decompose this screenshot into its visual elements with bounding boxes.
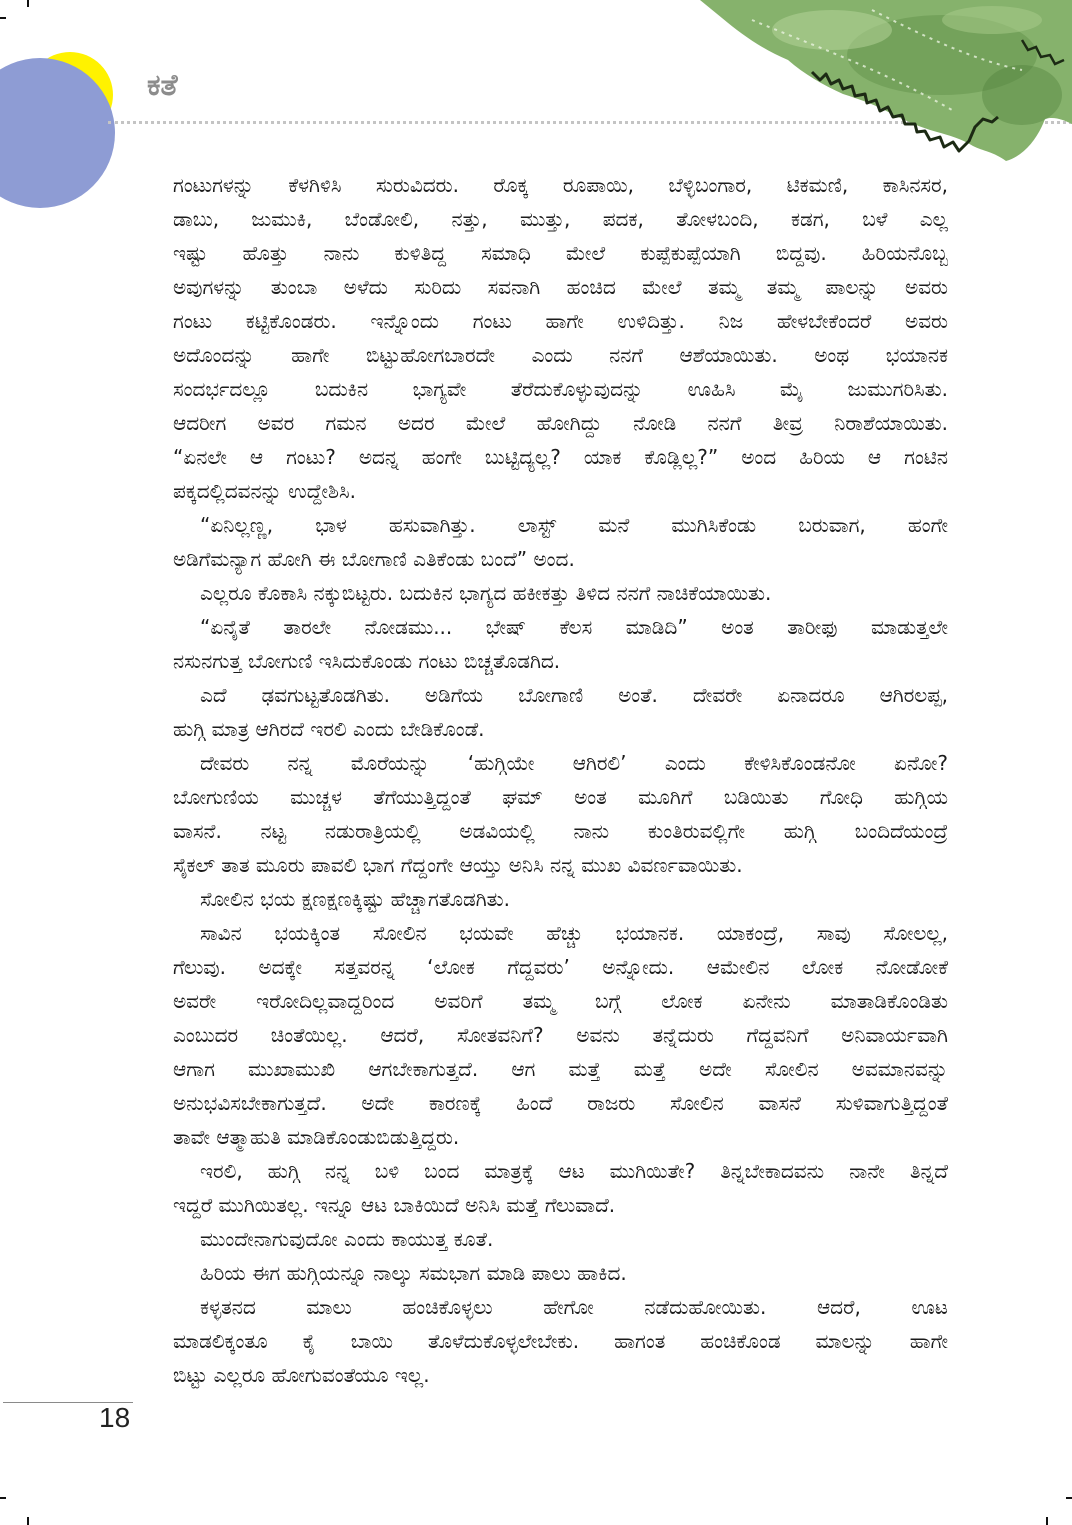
text-line: ಆದರೀಗ ಅವರ ಗಮನ ಅದರ ಮೇಲೆ ಹೋಗಿದ್ದು ನೋಡಿ ನನಗೆ ತೀವ್ರ ನಿರಾಶೆಯಾಯಿತು. xyxy=(173,411,948,435)
text-line: ವಾಸನೆ. ನಟ್ಟ ನಡುರಾತ್ರಿಯಲ್ಲಿ ಅಡವಿಯಲ್ಲಿ ನಾನು ಕುಂತಿರುವಲ್ಲಿಗೇ ಹುಗ್ಗಿ ಬಂದಿದೆಯಂದ್ರೆ xyxy=(173,819,948,843)
text-line: ಬಿಟ್ಟು ಎಲ್ಲರೂ ಹೋಗುವಂತೆಯೂ ಇಲ್ಲ. xyxy=(173,1363,430,1387)
text-line: ಹುಗ್ಗಿ ಮಾತ್ರ ಆಗಿರದೆ ಇರಲಿ ಎಂದು ಬೇಡಿಕೊಂಡೆ. xyxy=(173,717,485,741)
leaf-shade xyxy=(982,65,1062,125)
text-line: ಇದ್ದರೆ ಮುಗಿಯಿತಲ್ಲ. ಇನ್ನೂ ಆಟ ಬಾಕಿಯಿದೆ ಅನಿಸಿ ಮತ್ತೆ ಗೆಲುವಾದೆ. xyxy=(173,1193,616,1217)
text-line: ಸಾವಿನ ಭಯಕ್ಕಿಂತ ಸೋಲಿನ ಭಯವೇ ಹೆಚ್ಚು ಭಯಾನಕ. ಯಾಕಂದ್ರೆ, ಸಾವು ಸೋಲಲ್ಲ, xyxy=(200,921,948,945)
text-line: “ಏನೈತೆ ತಾರಲೇ ನೋಡಮು... ಭೇಷ್ ಕೆಲಸ ಮಾಡಿದಿ” ಅಂತ ತಾರೀಫು ಮಾಡುತ್ತಲೇ xyxy=(200,615,948,639)
text-line: ಪಕ್ಕದಲ್ಲಿದವನನ್ನು ಉದ್ದೇಶಿಸಿ. xyxy=(173,479,356,503)
text-line: “ಏನಿಲ್ಲಣ್ಣ, ಭಾಳ ಹಸುವಾಗಿತ್ತು. ಲಾಸ್ಟ್ ಮನೆ ಮುಗಿಸಿಕೆಂಡು ಬರುವಾಗ, ಹಂಗೇ xyxy=(200,513,948,537)
text-line: ಅವುಗಳನ್ನು ತುಂಬಾ ಅಳೆದು ಸುರಿದು ಸವನಾಗಿ ಹಂಚಿದ ಮೇಲೆ ತಮ್ಮ ತಮ್ಮ ಪಾಲನ್ನು ಅವರು xyxy=(173,275,948,299)
story-text xyxy=(173,168,948,1392)
text-line: ಇಷ್ಟು ಹೊತ್ತು ನಾನು ಕುಳಿತಿದ್ದ ಸಮಾಧಿ ಮೇಲೆ ಕುಪ್ಪೆಕುಪ್ಪೆಯಾಗಿ ಬಿದ್ದವು. ಹಿರಿಯನೊಬ್ಬ xyxy=(173,241,948,265)
text-line: ಮಾಡಲಿಕ್ಕಂತೂ ಕೈ ಬಾಯಿ ತೊಳೆದುಕೊಳ್ಳಲೇಬೇಕು. ಹಾಗಂತ ಹಂಚಿಕೊಂಡ ಮಾಲನ್ನು ಹಾಗೇ xyxy=(173,1329,948,1353)
crop-mark-bottom-left-horizontal xyxy=(0,1497,6,1499)
crop-mark-bottom-right-vertical xyxy=(1046,1517,1048,1525)
text-line: ಗಂಟು ಕಟ್ಟಿಕೊಂಡರು. ಇನ್ನೊಂದು ಗಂಟು ಹಾಗೇ ಉಳಿದಿತ್ತು. ನಿಜ ಹೇಳಬೇಕೆಂದರೆ ಅವರು xyxy=(173,309,948,333)
text-line: ತಾವೇ ಆತ್ಮಾಹುತಿ ಮಾಡಿಕೊಂಡುಬಿಡುತ್ತಿದ್ದರು. xyxy=(173,1125,460,1149)
leaf-illustration xyxy=(692,0,1072,172)
text-line: ದೇವರು ನನ್ನ ಮೊರೆಯನ್ನು ‘ಹುಗ್ಗಿಯೇ ಆಗಿರಲಿ’ ಎಂದು ಕೇಳಿಸಿಕೊಂಡನೋ ಏನೋ? xyxy=(200,751,948,775)
text-line: ಅಡಿಗೆಮನ್ಯಾಗ ಹೋಗಿ ಈ ಬೋಗಾಣಿ ಎತಿಕೆಂಡು ಬಂದೆ” ಅಂದ. xyxy=(173,547,575,571)
text-line: ಅವರೇ ಇರೋದಿಲ್ಲವಾದ್ದರಿಂದ ಅವರಿಗೆ ತಮ್ಮ ಬಗ್ಗೆ ಲೋಕ ಏನೇನು ಮಾತಾಡಿಕೊಂಡಿತು xyxy=(173,989,948,1013)
text-line: ಅದೊಂದನ್ನು ಹಾಗೇ ಬಿಟ್ಟುಹೋಗಬಾರದೇ ಎಂದು ನನಗೆ ಆಶೆಯಾಯಿತು. ಅಂಥ ಭಯಾನಕ xyxy=(173,343,948,367)
text-line: ಕಳ್ಳತನದ ಮಾಲು ಹಂಚಿಕೊಳ್ಳಲು ಹೇಗೋ ನಡೆದುಹೋಯಿತು. ಆದರೆ, ಊಟ xyxy=(200,1295,948,1319)
crop-mark-bottom-right-horizontal xyxy=(1066,1497,1072,1499)
text-line: ಸೋಲಿನ ಭಯ ಕ್ಷಣಕ್ಷಣಕ್ಕಿಷ್ಟು ಹೆಚ್ಚಾಗತೊಡಗಿತು. xyxy=(200,887,510,911)
text-line: ಎದೆ ಢವಗುಟ್ಟತೊಡಗಿತು. ಅಡಿಗೆಯ ಬೋಗಾಣಿ ಅಂತೆ. ದೇವರೇ ಏನಾದರೂ ಆಗಿರಲಪ್ಪ, xyxy=(200,683,948,707)
text-line: ಡಾಬು, ಜುಮುಕಿ, ಬೆಂಡೋಲಿ, ನತ್ತು, ಮುತ್ತು, ಪದಕ, ತೋಳಬಂದಿ, ಕಡಗ, ಬಳೆ ಎಲ್ಲ xyxy=(173,207,948,231)
text-line: ಎಂಬುದರ ಚಿಂತೆಯಿಲ್ಲ. ಆದರೆ, ಸೋತವನಿಗೆ? ಅವನು ತನ್ನೆದುರು ಗೆದ್ದವನಿಗೆ ಅನಿವಾರ್ಯವಾಗಿ xyxy=(173,1023,948,1047)
leaf-highlight xyxy=(942,6,1042,34)
text-line: ಬೋಗುಣಿಯ ಮುಚ್ಚಳ ತೆಗೆಯುತ್ತಿದ್ದಂತೆ ಘಮ್ ಅಂತ ಮೂಗಿಗೆ ಬಡಿಯಿತು ಗೋಧಿ ಹುಗ್ಗಿಯ xyxy=(173,785,948,809)
text-line: ಗೆಲುವು. ಅದಕ್ಕೇ ಸತ್ತವರನ್ನ ‘ಲೋಕ ಗೆದ್ದವರು’ ಅನ್ನೋದು. ಆಮೇಲಿನ ಲೋಕ ನೋಡೋಕೆ xyxy=(173,955,948,979)
crop-mark-top-left-horizontal xyxy=(0,17,6,19)
leaf-highlight xyxy=(772,10,892,50)
text-line: ಅನುಭವಿಸಬೇಕಾಗುತ್ತದೆ. ಅದೇ ಕಾರಣಕ್ಕೆ ಹಿಂದೆ ರಾಜರು ಸೋಲಿನ ವಾಸನೆ ಸುಳಿವಾಗುತ್ತಿದ್ದಂತೆ xyxy=(173,1091,948,1115)
text-line: ಗಂಟುಗಳನ್ನು ಕೆಳಗಿಳಿಸಿ ಸುರುವಿದರು. ರೊಕ್ಕ ರೂಪಾಯಿ, ಬೆಳ್ಳಿಬಂಗಾರ, ಟಿಕಮಣಿ, ಕಾಸಿನಸರ, xyxy=(173,173,948,197)
decorative-circles xyxy=(0,50,125,215)
text-line: ನಸುನಗುತ್ತ ಬೋಗುಣಿ ಇಸಿದುಕೊಂಡು ಗಂಟು ಬಿಚ್ಚತೊಡಗಿದ. xyxy=(173,649,561,673)
crop-mark-top-left-vertical xyxy=(27,0,29,7)
crop-mark-bottom-left-vertical xyxy=(27,1517,29,1525)
text-line: “ಏನಲೇ ಆ ಗಂಟು? ಅದನ್ನ ಹಂಗೇ ಬುಟ್ಟಿದ್ಯಲ್ಲ? ಯಾಕ ಕೊಡ್ಲಿಲ್ಲ?” ಅಂದ ಹಿರಿಯ ಆ ಗಂಟಿನ xyxy=(173,445,948,469)
text-line: ಸಂದರ್ಭದಲ್ಲೂ ಬದುಕಿನ ಭಾಗ್ಯವೇ ತೆರೆದುಕೊಳ್ಳುವುದನ್ನು ಊಹಿಸಿ ಮೈ ಜುಮುಗರಿಸಿತು. xyxy=(173,377,948,401)
section-label: ಕತೆ xyxy=(147,68,178,103)
text-line: ಸೈಕಲ್ ತಾತ ಮೂರು ಪಾವಲಿ ಭಾಗ ಗೆದ್ದಂಗೇ ಆಯ್ತು ಅನಿಸಿ ನನ್ನ ಮುಖ ವಿವರ್ಣವಾಯಿತು. xyxy=(173,853,743,877)
page-number: 18 xyxy=(99,1402,131,1433)
text-line: ಎಲ್ಲರೂ ಕೊಕಾಸಿ ನಕ್ಕುಬಿಟ್ಟರು. ಬದುಕಿನ ಭಾಗ್ಯದ ಹಕೀಕತ್ತು ತಿಳಿದ ನನಗೆ ನಾಚಿಕೆಯಾಯಿತು. xyxy=(200,581,772,605)
text-line: ಆಗಾಗ ಮುಖಾಮುಖಿ ಆಗಬೇಕಾಗುತ್ತದೆ. ಆಗ ಮತ್ತೆ ಮತ್ತೆ ಅದೇ ಸೋಲಿನ ಅವಮಾನವನ್ನು xyxy=(173,1057,948,1081)
text-line: ಇರಲಿ, ಹುಗ್ಗಿ ನನ್ನ ಬಳಿ ಬಂದ ಮಾತ್ರಕ್ಕೆ ಆಟ ಮುಗಿಯಿತೇ? ತಿನ್ನಬೇಕಾದವನು ನಾನೇ ತಿನ್ನದೆ xyxy=(200,1159,948,1183)
text-line: ಹಿರಿಯ ಈಗ ಹುಗ್ಗಿಯನ್ನೂ ನಾಲ್ಕು ಸಮಭಾಗ ಮಾಡಿ ಪಾಲು ಹಾಕಿದ. xyxy=(200,1261,627,1285)
text-line: ಮುಂದೇನಾಗುವುದೋ ಎಂದು ಕಾಯುತ್ತ ಕೂತೆ. xyxy=(200,1227,494,1251)
